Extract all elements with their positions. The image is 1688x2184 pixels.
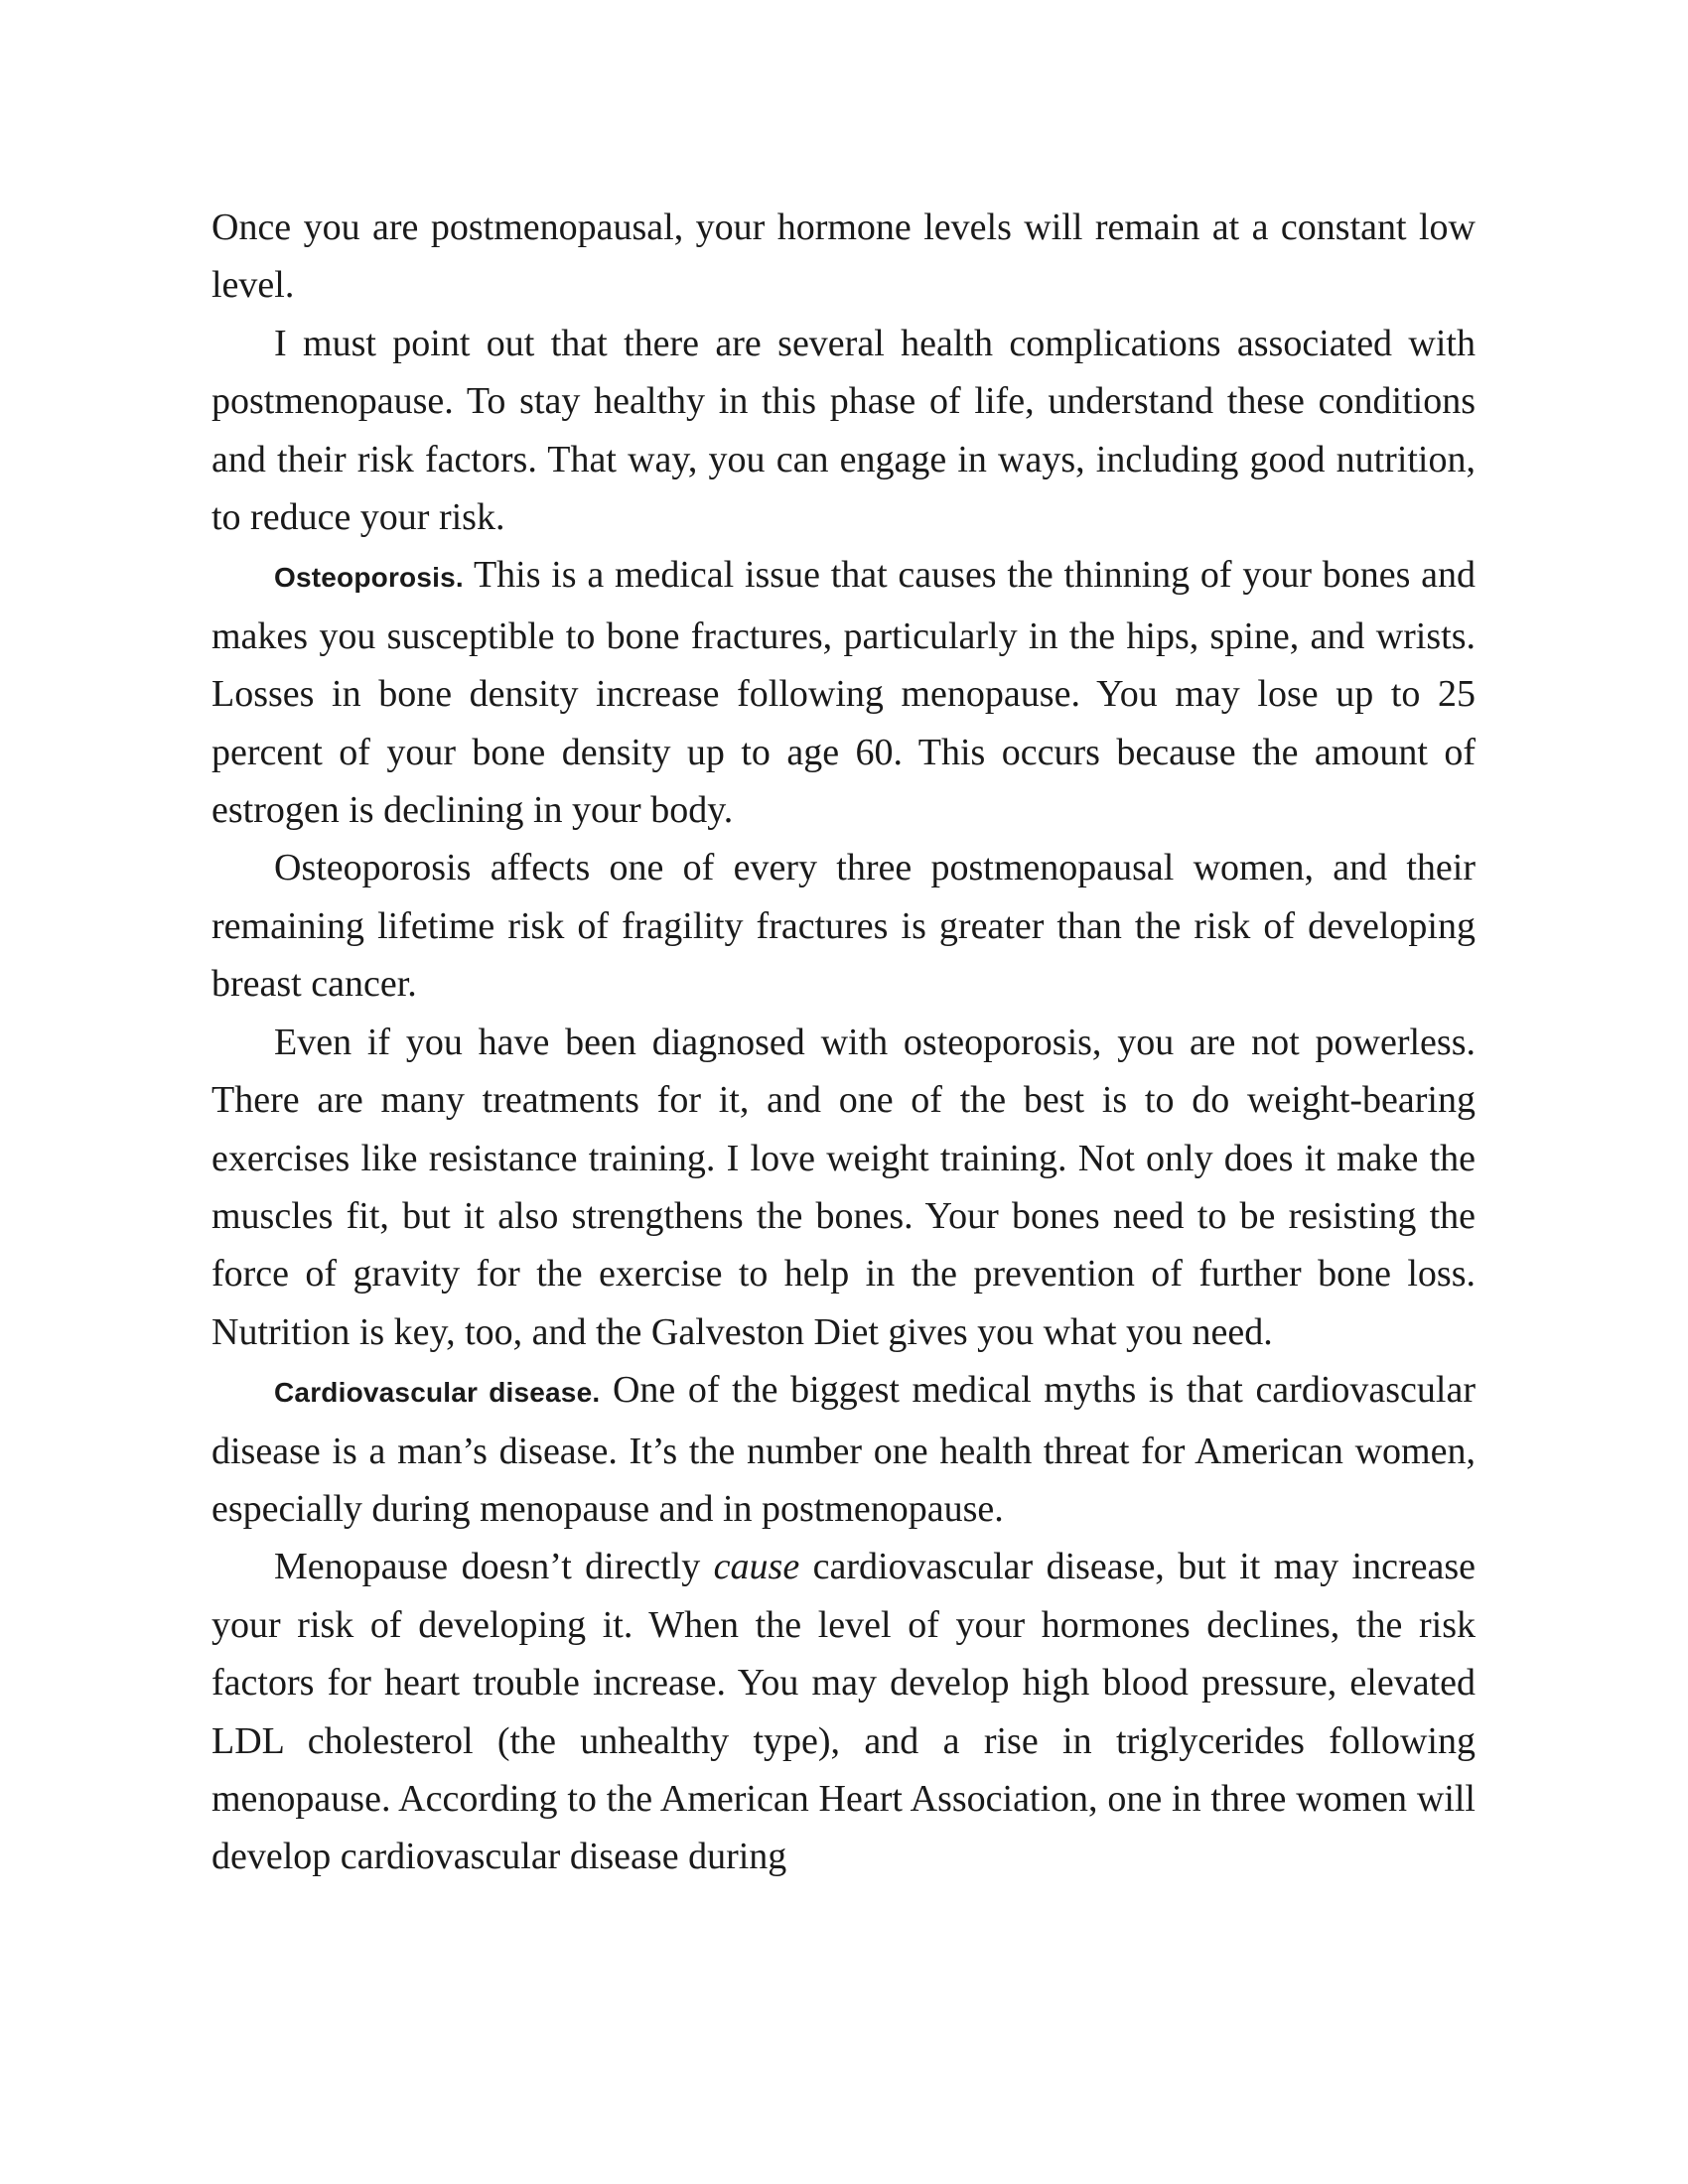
paragraph-text: This is a medical issue that causes the thinning of your bones and makes you susceptible to bone fractures, particularly in the hips, spine, and wrists. Losses in bone density increase following menopause. You may lose up to 25 percent of your bone density up to age 60. This occurs because the amount of estrogen is declining in your body. <box>211 554 1476 832</box>
paragraph-osteoporosis-treatment <box>211 1014 1476 1361</box>
paragraph-cardiovascular <box>211 1361 1476 1538</box>
paragraph-text: One of the biggest medical myths is that cardiovascular disease is a man’s disease. It’s the number one health threat for American women, especially during menopause and in postmenopause. <box>211 1369 1476 1530</box>
run-in-heading-osteoporosis: Osteoporosis. <box>274 562 464 594</box>
paragraph-menopause-cause <box>211 1538 1476 1885</box>
paragraph-text: I must point out that there are several health complications associated with postmenopause. To stay healthy in this phase of life, understand these conditions and their risk factors. That way, you can engage in ways, including good nutrition, to reduce your risk. <box>211 322 1476 539</box>
paragraph-health-complications <box>211 315 1476 547</box>
paragraph-text: Even if you have been diagnosed with osteoporosis, you are not powerless. There are many treatments for it, and one of the best is to do weight-bearing exercises like resistance training. I love weight training. Not only does it make the muscles fit, but it also strengthens the bones. Your bones need to be resisting the force of gravity for the exercise to help in the prevention of further bone loss. Nutrition is key, too, and the Galveston Diet gives you what you need. <box>211 1021 1476 1353</box>
paragraph-text-before: Menopause doesn’t directly <box>274 1546 701 1588</box>
paragraph-text-after: cardiovascular disease, but it may increase your risk of developing it. When the level of your hormones declines, the risk factors for heart trouble increase. You may develop high blood pressure, elevated LDL cholesterol (the unhealthy type), and a rise in triglycerides following menopause. According to the American Heart Association, one in three women will develop cardiovascular disease during <box>211 1546 1477 1878</box>
paragraph-text: Once you are postmenopausal, your hormone levels will remain at a constant low level. <box>211 206 1476 307</box>
paragraph-text: Osteoporosis affects one of every three postmenopausal women, and their remaining lifetime risk of fragility fractures is greater than the risk of developing breast cancer. <box>211 847 1476 1006</box>
emphasized-word: cause <box>713 1546 800 1588</box>
paragraph-osteoporosis <box>211 546 1476 839</box>
paragraph-postmenopause-hormones <box>211 199 1476 315</box>
run-in-heading-cardiovascular: Cardiovascular disease. <box>274 1377 601 1409</box>
paragraph-osteoporosis-risk <box>211 839 1476 1013</box>
page-body <box>211 199 1476 1886</box>
